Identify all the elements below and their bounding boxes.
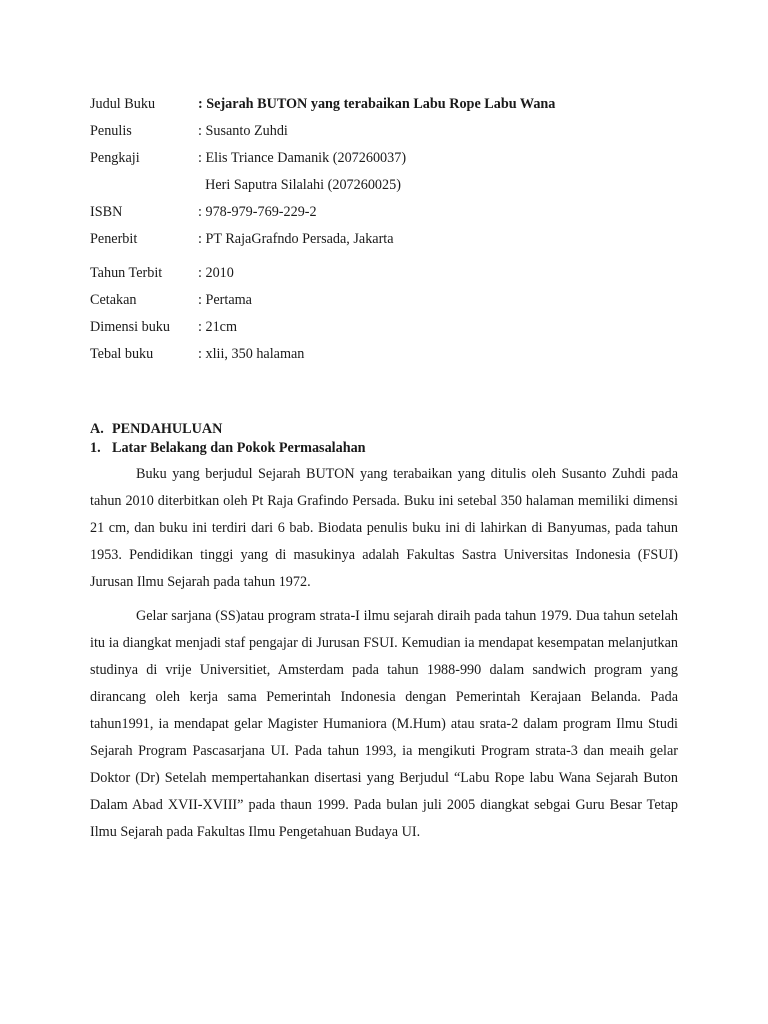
meta-value: : 21cm	[198, 319, 238, 335]
body-text	[90, 461, 678, 853]
meta-value: : 2010	[198, 265, 234, 281]
meta-label: Penulis	[90, 123, 132, 139]
meta-label: ISBN	[90, 204, 123, 220]
meta-row-edition	[90, 287, 690, 314]
meta-value: : 978-979-769-229-2	[198, 204, 317, 220]
meta-label: Judul Buku	[90, 96, 156, 112]
meta-row-title	[90, 91, 690, 118]
meta-value: : Pertama	[198, 292, 252, 308]
meta-row-dimension	[90, 314, 690, 341]
meta-row-year	[90, 260, 690, 287]
meta-row-reviewer-2	[90, 172, 690, 199]
section-title: PENDAHULUAN	[112, 421, 223, 437]
subsection-title: Latar Belakang dan Pokok Permasalahan	[112, 440, 366, 456]
section-number: A.	[90, 421, 104, 437]
meta-value: : Sejarah BUTON yang terabaikan Labu Rope Labu Wana	[198, 96, 556, 112]
meta-row-thickness	[90, 341, 690, 368]
meta-value: : xlii, 350 halaman	[198, 346, 305, 362]
paragraph: Buku yang berjudul Sejarah BUTON yang terabaikan yang ditulis oleh Susanto Zuhdi pada tahun 2010 diterbitkan oleh Pt Raja Grafindo Persada. Buku ini setebal 350 halaman memiliki dimensi 21 cm, dan buku ini terdiri dari 6 bab. Biodata penulis buku ini di lahirkan di Banyumas, pada tahun 1953. Pendidikan tinggi yang di masukinya adalah Fakultas Sastra Universitas Indonesia (FSUI) Jurusan Ilmu Sejarah pada tahun 1972.	[90, 466, 678, 590]
meta-row-author	[90, 118, 690, 145]
meta-row-publisher	[90, 226, 690, 253]
meta-row-reviewer	[90, 145, 690, 172]
meta-value: : Elis Triance Damanik (207260037)	[198, 150, 407, 166]
meta-label: Tahun Terbit	[90, 265, 163, 281]
meta-row-isbn	[90, 199, 690, 226]
meta-value: : PT RajaGrafndo Persada, Jakarta	[198, 231, 394, 247]
subsection-number: 1.	[90, 440, 101, 456]
meta-label: Tebal buku	[90, 346, 154, 362]
meta-label: Cetakan	[90, 292, 137, 308]
paragraph: Gelar sarjana (SS)atau program strata-I ilmu sejarah diraih pada tahun 1979. Dua tahun setelah itu ia diangkat menjadi staf pengajar di Jurusan FSUI. Kemudian ia mendapat kesempatan melanjutkan studinya di vrije Universitiet, Amsterdam pada tahun 1988-990 dalam sandwich program yang dirancang oleh kerja sama Pemerintah Indonesia dengan Pemerintah Kerajaan Belanda. Pada tahun1991, ia mendapat gelar Magister Humaniora (M.Hum) atau srata-2 dalam program Ilmu Studi Sejarah Program Pascasarjana UI. Pada tahun 1993, ia mengikuti Program strata-3 dan meaih gelar Doktor (Dr) Setelah mempertahankan disertasi yang Berjudul “Labu Rope labu Wana Sejarah Buton Dalam Abad XVII-XVIII” pada thaun 1999. Pada bulan juli 2005 diangkat sebgai Guru Besar Tetap Ilmu Sejarah pada Fakultas Ilmu Pengetahuan Budaya UI.	[90, 608, 678, 840]
subsection-heading	[90, 438, 366, 458]
meta-value: : Susanto Zuhdi	[198, 123, 288, 139]
meta-label	[90, 172, 198, 199]
meta-label: Penerbit	[90, 231, 138, 247]
section-heading	[90, 419, 222, 439]
meta-value: Heri Saputra Silalahi (207260025)	[198, 177, 401, 193]
meta-label: Pengkaji	[90, 150, 140, 166]
book-metadata	[90, 91, 690, 368]
meta-label: Dimensi buku	[90, 319, 170, 335]
